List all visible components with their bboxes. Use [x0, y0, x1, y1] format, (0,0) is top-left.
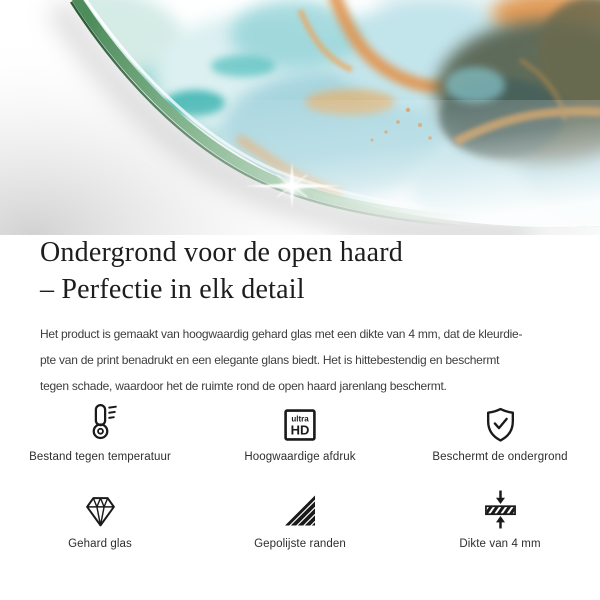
- feature-thickness: [400, 486, 600, 550]
- diamond-icon: [82, 486, 119, 530]
- thermometer-icon: [82, 399, 119, 443]
- feature-label: Dikte van 4 mm: [459, 538, 541, 550]
- page-title-line-1: Ondergrond voor de open haard: [40, 237, 403, 268]
- feature-label: Hoogwaardige afdruk: [244, 451, 356, 463]
- thickness-icon: [482, 486, 519, 530]
- feature-label: Gehard glas: [68, 538, 132, 550]
- feature-grid: [0, 399, 600, 550]
- svg-text:ultra: ultra: [291, 414, 309, 424]
- feature-tempered-glass: [0, 486, 200, 550]
- feature-label: Bestand tegen temperatuur: [29, 451, 171, 463]
- glass-panel-illustration: [0, 0, 600, 235]
- feature-label: Gepolijste randen: [254, 538, 346, 550]
- feature-label: Beschermt de ondergrond: [432, 451, 568, 463]
- product-description-section: [40, 234, 570, 399]
- feature-polished-edges: [200, 486, 400, 550]
- feature-protects-surface: [400, 399, 600, 463]
- feature-print-quality: [200, 399, 400, 463]
- description-line: Het product is gemaakt van hoogwaardig gehard glas met een dikte van 4 mm, dat de kleurdie-: [40, 327, 523, 341]
- product-description-text: [40, 321, 570, 399]
- shield-check-icon: [482, 399, 519, 443]
- polished-edges-icon: [282, 486, 318, 530]
- feature-temperature: [0, 399, 200, 463]
- ultra-hd-icon: [282, 399, 318, 443]
- page-title-line-2: – Perfectie in elk detail: [40, 274, 305, 305]
- product-hero-image: [0, 0, 600, 235]
- page-title: [40, 234, 570, 308]
- svg-text:HD: HD: [290, 422, 310, 438]
- description-line: tegen schade, waardoor het de ruimte rond de open haard jarenlang beschermt.: [40, 379, 447, 393]
- description-line: pte van de print benadrukt en een elegante glans biedt. Het is hittebestendig en beschermt: [40, 353, 500, 367]
